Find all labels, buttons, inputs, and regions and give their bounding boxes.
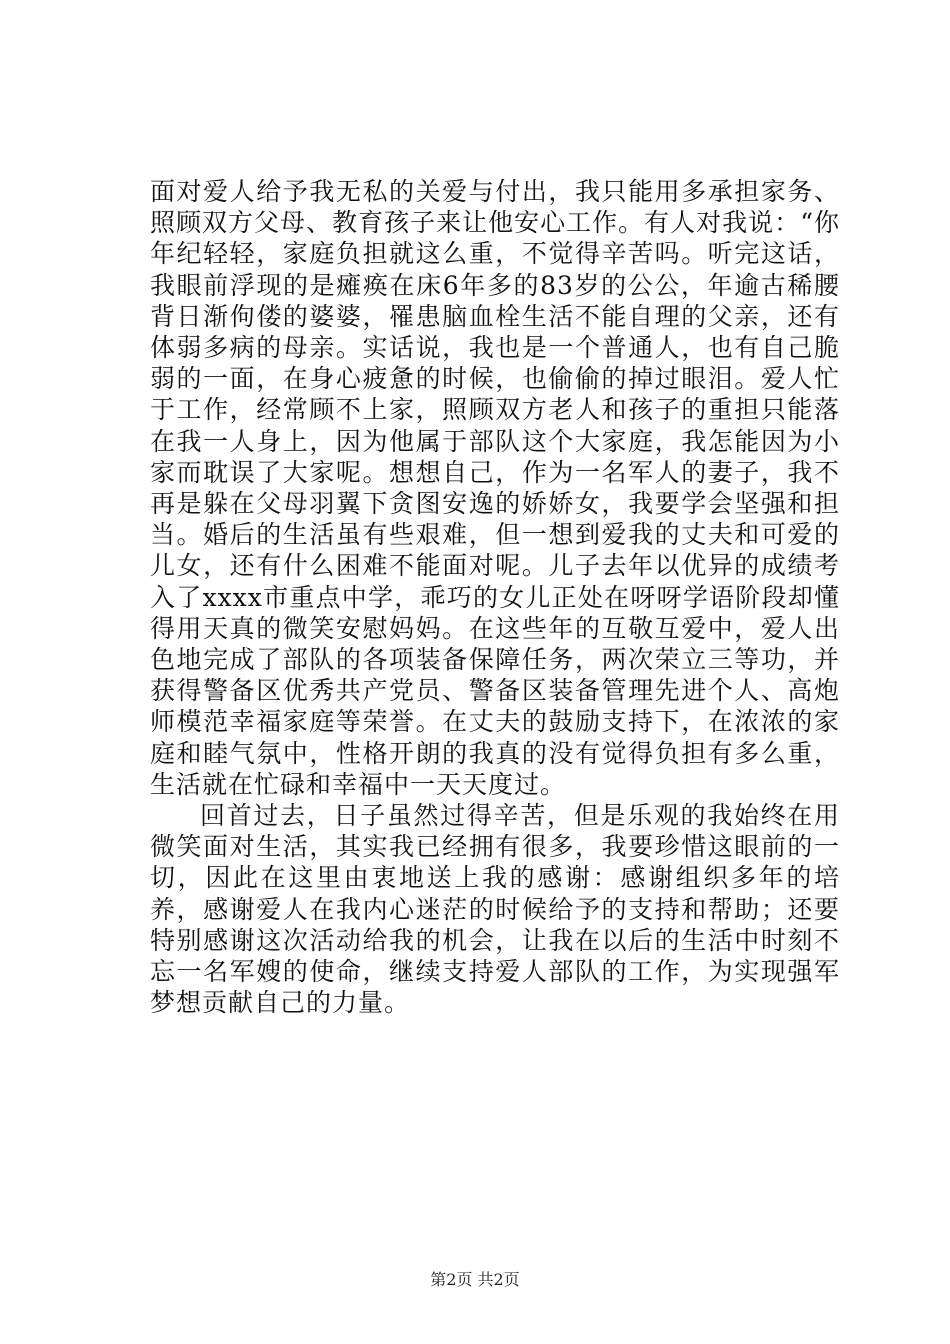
paragraph-closing: 回首过去，日子虽然过得辛苦，但是乐观的我始终在用微笑面对生活，其实我已经拥有很多，我要珍惜这眼前的一切，因此在这里由衷地送上我的感谢：感谢组织多年的培养，感谢爱人在我内心迷茫的时候给予的支持和帮助；还要特别感谢这次活动给我的机会，让我在以后的生活中时刻不忘一名军嫂的使命，继续支持爱人部队的工作，为实现强军梦想贡献自己的力量。 — [150, 801, 840, 1018]
paragraph-continued: 面对爱人给予我无私的关爱与付出，我只能用多承担家务、照顾双方父母、教育孩子来让他安心工作。有人对我说：“你年纪轻轻，家庭负担就这么重，不觉得辛苦吗。听完这话，我眼前浮现的是瘫痪在床6年多的83岁的公公，年逾古稀腰背日渐佝偻的婆婆，罹患脑血栓生活不能自理的父亲，还有体弱多病的母亲。实话说，我也是一个普通人，也有自己脆弱的一面，在身心疲惫的时候，也偷偷的掉过眼泪。爱人忙于工作，经常顾不上家，照顾双方老人和孩子的重担只能落在我一人身上，因为他属于部队这个大家庭，我怎能因为小家而耽误了大家呢。想想自己，作为一名军人的妻子，我不再是躲在父母羽翼下贪图安逸的娇娇女，我要学会坚强和担当。婚后的生活虽有些艰难，但一想到爱我的丈夫和可爱的儿女，还有什么困难不能面对呢。儿子去年以优异的成绩考入了xxxx市重点中学，乖巧的女儿正处在呀呀学语阶段却懂得用天真的微笑安慰妈妈。在这些年的互敬互爱中，爱人出色地完成了部队的各项装备保障任务，两次荣立三等功，并获得警备区优秀共产党员、警备区装备管理先进个人、高炮师模范幸福家庭等荣誉。在丈夫的鼓励支持下，在浓浓的家庭和睦气氛中，性格开朗的我真的没有觉得负担有多么重，生活就在忙碌和幸福中一天天度过。 — [150, 177, 840, 799]
page-footer: 第2页 共2页 — [430, 1270, 520, 1289]
document-body — [150, 176, 840, 1018]
